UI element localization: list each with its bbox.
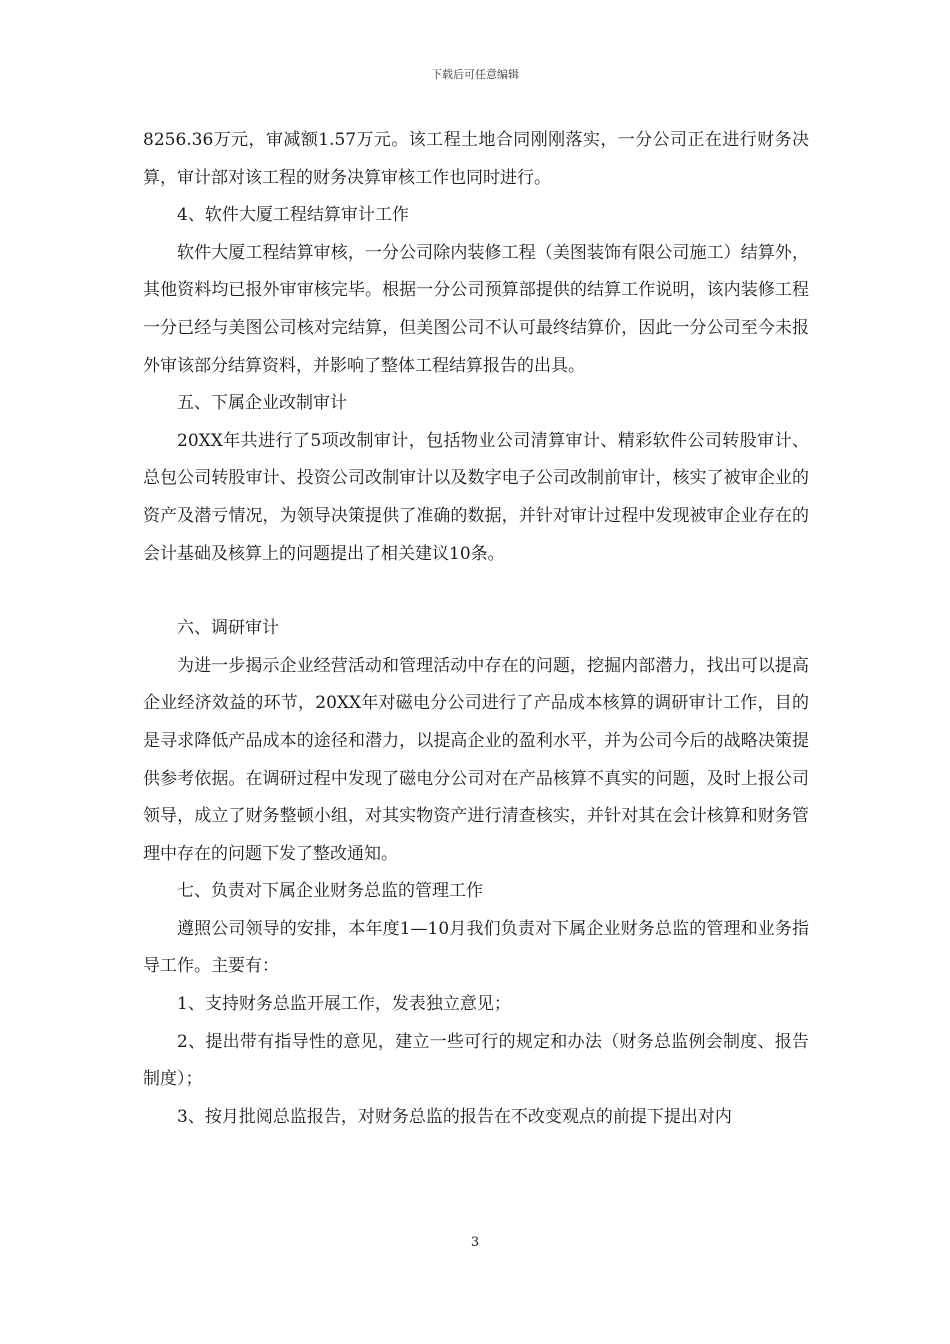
page-header-note: 下载后可任意编辑	[431, 68, 519, 81]
list-item-monthly-review: 3、按月批阅总监报告，对财务总监的报告在不改变观点的前提下提出对内	[177, 1106, 732, 1127]
document-body	[143, 122, 809, 1136]
list-item-support-cfo: 1、支持财务总监开展工作，发表独立意见；	[177, 994, 511, 1015]
heading-restructuring-audit: 五、下属企业改制审计	[177, 393, 347, 414]
list-item-guidance: 2、提出带有指导性的意见，建立一些可行的规定和办法（财务总监例会制度、报告制度）；	[143, 1031, 809, 1090]
heading-cfo-management: 七、负责对下属企业财务总监的管理工作	[177, 881, 483, 902]
paragraph-restructuring-audit: 20XX年共进行了5项改制审计，包括物业公司清算审计、精彩软件公司转股审计、总包公司转股审计、投资公司改制审计以及数字电子公司改制前审计，核实了被审企业的资产及潜亏情况，为领导决策提供了准确的数据，并针对审计过程中发现被审企业存在的会计基础及核算上的问题提出了相关建议10条。	[143, 430, 809, 564]
paragraph-research-audit: 为进一步揭示企业经营活动和管理活动中存在的问题，挖掘内部潜力，找出可以提高企业经济效益的环节，20XX年对磁电分公司进行了产品成本核算的调研审计工作，目的是寻求降低产品成本的途径和潜力，以提高企业的盈利水平，并为公司今后的战略决策提供参考依据。在调研过程中发现了磁电分公司对在产品核算不真实的问题，及时上报公司领导，成立了财务整顿小组，对其实物资产进行清查核实，并针对其在会计核算和财务管理中存在的问题下发了整改通知。	[143, 655, 809, 864]
page-number: 3	[470, 1235, 480, 1250]
paragraph-cfo-management: 遵照公司领导的安排，本年度1—10月我们负责对下属企业财务总监的管理和业务指导工作。主要有：	[143, 918, 809, 977]
heading-software-building-audit: 4、软件大厦工程结算审计工作	[177, 205, 409, 226]
heading-research-audit: 六、调研审计	[177, 618, 279, 639]
paragraph-audit-amount: 8256.36万元，审减额1.57万元。该工程土地合同刚刚落实，一分公司正在进行财务决算，审计部对该工程的财务决算审核工作也同时进行。	[143, 130, 809, 188]
paragraph-software-building-audit: 软件大厦工程结算审核，一分公司除内装修工程（美图装饰有限公司施工）结算外，其他资料均已报外审审核完毕。根据一分公司预算部提供的结算工作说明，该内装修工程一分已经与美图公司核对完结算，但美图公司不认可最终结算价，因此一分公司至今未报外审该部分结算资料，并影响了整体工程结算报告的出具。	[143, 242, 809, 376]
